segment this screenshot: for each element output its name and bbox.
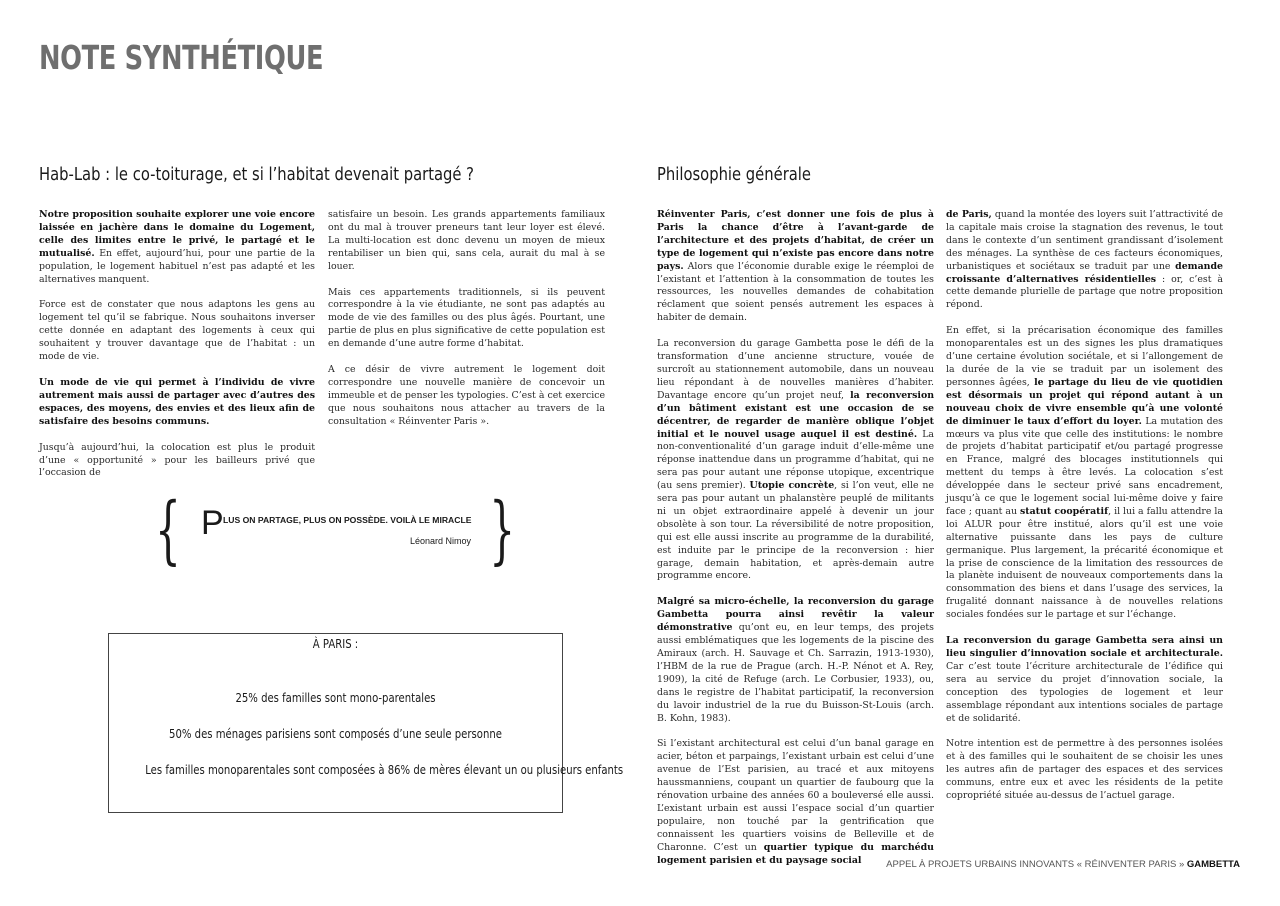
bold-text: la reconversion d’un bâtiment existant est une occasion de se décentrer, de regarder de manière oblique l’objet initial et le nouvel usage auquel il est destiné. <box>657 389 935 440</box>
paragraph <box>946 635 1223 725</box>
text-run: Mais ces appartements traditionnels, si ils peuvent correspondre à la vie étudiante, ne sont pas adaptés au mode de vie des familles ou des plus âgés. Pourtant, une partie de plus en plus significative de cette population est en demande d’une autre forme d’habitat. <box>328 286 605 350</box>
section-heading-philosophie: Philosophie générale <box>657 164 811 185</box>
text-run: Si l’existant architectural est celui d’un banal garage en acier, béton et parpaings, l’existant urbain est celui d’une avenue de l’Est parisien, au tracé et aux mitoyens haussmanniens, coupant un quartier de faubourg que la rénovation urbaine des années 60 a bouleversé elle aussi. L’existant urbain est aussi l’espace social d’un quartier populaire, non touché par la gentrification que connaissent les quartiers voisins de Belleville et de Charonne. C’est un <box>657 738 934 853</box>
text-run: , il lui a fallu attendre la loi ALUR pour être institué, alors qu’il est une voie alternative puissante dans les pays de culture germanique. Plus largement, la précarité économique et la prise de conscience de la limitation des ressources de la planète induisent de nouveaux comportements dans la consommation des biens et dans l’usage des services, la frugalité donnant naissance à de nouvelles relations sociales fondées sur le partage et sur l’échange. <box>946 505 1224 621</box>
quote-text: LUS ON PARTAGE, PLUS ON POSSÈDE. VOILÀ LE MIRACLE <box>223 515 472 525</box>
page-title: NOTE SYNTHÉTIQUE <box>39 38 324 77</box>
paragraph <box>657 738 934 867</box>
text-run: La reconversion du garage Gambetta pose le défi de la transformation d’une ancienne structure, vouée de surcroît au stationnement automobile, dans un nouveau lieu répondant à de nouvelles manières d’habiter. Davantage encore qu’un projet neuf, <box>657 338 934 401</box>
text-run: En effet, aujourd’hui, pour une partie de la population, le logement habituel n’est pas adapté et les alternatives manquent. <box>39 247 315 285</box>
paragraph <box>946 209 1223 312</box>
footer-project-name: GAMBETTA <box>1186 859 1240 870</box>
text-run: Jusqu’à aujourd’hui, la colocation est plus le produit d’une « opportunité » pour les bailleurs privé que l’occasion de <box>39 441 315 479</box>
bold-text: Réinventer Paris, c’est donner une fois de plus à Paris la chance d’être à l’avant-garde de l’architecture et des projets d’habitat, de créer un type de logement qui n’existe pas encore dans notre pays. <box>657 209 934 272</box>
bold-text: Malgré sa micro-échelle, la reconversion du garage Gambetta pourra ainsi revêtir la valeur démonstrative <box>657 596 934 634</box>
bold-text: Notre proposition souhaite explorer une voie encore laissée en jachère dans le domaine du Logement, celle des limites entre le privé, le partagé et le mutualisé. <box>39 209 315 259</box>
paragraph <box>39 442 315 481</box>
paragraph <box>328 364 605 429</box>
right-brace: } <box>489 487 515 573</box>
text-run: , si l’on veut, elle ne sera pas pour autant un phalanstère peuplé de militants ni un objet extraordinaire appelé à devenir un jour obsolète à son tour. La réversibilité de notre proposition, qui est elle aussi inscrite au programme de la durabilité, est induite par le principe de la reconversion : hier garage, demain habitation, et après-demain autre programme encore. <box>657 480 934 582</box>
text-run: La mutation des mœurs va plus vite que celle des institutions: le nombre de projets d’habitat participatif et/ou partagé progresse en France, malgré des blocages institutionnels qui mettent du temps à être levés. La colocation s’est développée dans le secteur privé sans encadrement, jusqu’à ce que le logement social lui-même doive y faire face ; quant au <box>946 415 1223 517</box>
quote-initial: P <box>201 504 224 542</box>
bold-text: le partage du lieu de vie quotidien est désormais un projet qui répond autant à un nouveau choix de vivre ensemble qu’à une volonté de diminuer le taux d’effort du loyer. <box>946 376 1223 427</box>
stat-line: 25% des familles sont mono-parentales <box>235 691 436 705</box>
bold-text: Utopie concrète <box>749 480 835 492</box>
paragraph <box>657 209 934 325</box>
text-run: En effet, si la précarisation économique des familles monoparentales est un des signes les plus dramatiques d’une certaine évolution sociétale, et si l’allongement de la durée de la vie se traduit par un isolement des personnes âgées, <box>946 325 1223 388</box>
text-run: Alors que l’économie durable exige le réemploi de l’existant et l’attention à la consommation de toutes les ressources, les nouvelles demandes de cohabitation réclament que soient pensés autrement les espaces à habiter de demain. <box>657 260 934 324</box>
stats-box <box>108 633 624 813</box>
text-run: A ce désir de vivre autrement le logement doit correspondre une nouvelle manière de concevoir un immeuble et de penser les typologies. C’est à cet exercice que nous souhaitons nous attacher au travers de la consultation « Réinventer Paris ». <box>328 364 605 427</box>
bold-text: demande croissante d’alternatives résidentielles <box>946 260 1223 285</box>
text-column <box>657 209 934 881</box>
section-heading-hab-lab: Hab-Lab : le co-toiturage, et si l’habitat devenait partagé ? <box>39 164 475 185</box>
bold-text: La reconversion du garage Gambetta sera ainsi un lieu singulier d’innovation sociale et architecturale. <box>946 635 1223 659</box>
text-run: Notre intention est de permettre à des personnes isolées et à des familles qui le souhaitent de se choisir les unes les autres afin de partager des espaces et des services communs, entre eux et avec les résidents de la petite copropriété située au-dessus de l’actuel garage. <box>946 738 1223 802</box>
bold-text: quartier typique du marchédu logement parisien et du paysage social <box>657 841 935 866</box>
bold-text: Un mode de vie qui permet à l’individu de vivre autrement mais aussi de partager avec d’autres des espaces, des moyens, des envies et des lieux afin de satisfaire des besoins communs. <box>39 376 315 427</box>
text-run: Car c’est toute l’écriture architecturale de l’édifice qui sera au service du projet d’innovation sociale, la conception des typologies de logement et leur assemblage répondant aux intentions sociales de partage et de solidarité. <box>946 660 1223 724</box>
paragraph <box>657 596 934 725</box>
text-run: Force est de constater que nous adaptons les gens au logement tel qu’il se fabrique. Nous souhaitons inverser cette donnée en adaptant des logements à ceux qui souhaitent y trouver davantage que de l’habitat : un mode de vie. <box>39 299 315 363</box>
text-column <box>39 209 315 493</box>
stat-line: 50% des ménages parisiens sont composés d’une seule personne <box>169 727 502 741</box>
quote-block <box>155 487 515 580</box>
page-footer <box>886 859 1240 870</box>
text-column <box>946 209 1223 816</box>
quote-author: Léonard Nimoy <box>410 536 472 546</box>
left-brace: { <box>155 487 181 573</box>
text-run: satisfaire un besoin. Les grands appartements familiaux ont du mal à trouver preneurs tant leur loyer est élevé. La multi-location est donc devenu un moyen de mieux rentabiliser un bien qui, sans cela, aurait du mal à se louer. <box>328 209 605 272</box>
paragraph <box>39 377 315 429</box>
paragraph <box>946 738 1223 803</box>
paragraph <box>328 287 605 352</box>
text-run: La non-conventionalité d’un garage induit d’elle-même une réponse inattendue dans un programme d’habitat, qui ne sera pas pour autant une réponse utopique, excentrique (au sens premier). <box>657 428 935 492</box>
stat-line: Les familles monoparentales sont composées à 86% de mères élevant un ou plusieurs enfants <box>145 763 624 777</box>
stats-box-title: À PARIS : <box>312 637 359 651</box>
paragraph <box>946 325 1223 622</box>
text-run: qu’ont eu, en leur temps, des projets aussi emblématiques que les logements de la piscine des Amiraux (arch. H. Sauvage et Ch. Sarrazin, 1913-1930), l’HBM de la rue de Prague (arch. H.-P. Nénot et A. Rey, 1909), la cité de Refuge (arch. Le Corbusier, 1933), ou, dans le registre de l’habitat participatif, la reconversion du lavoir industriel de la rue du Buisson-St-Louis (arch. B. Kohn, 1983). <box>657 622 934 724</box>
text-column <box>328 209 605 442</box>
bold-text: de Paris, <box>946 209 992 220</box>
text-run: quand la montée des loyers suit l’attractivité de la capitale mais croise la stagnation des revenus, le tout dans le contexte d’un sentiment grandissant d’isolement des ménages. La synthèse de ces facteurs économiques, urbanistiques et sociétaux se traduit par une <box>946 209 1223 272</box>
paragraph <box>39 299 315 364</box>
paragraph <box>39 209 315 286</box>
paragraph <box>328 209 605 274</box>
paragraph <box>657 338 934 583</box>
text-run: : or, c’est à cette demande plurielle de partage que notre proposition répond. <box>946 273 1223 311</box>
footer-text: APPEL À PROJETS URBAINS INNOVANTS « RÉINVENTER PARIS » <box>886 859 1187 870</box>
bold-text: statut coopératif <box>1020 505 1109 517</box>
